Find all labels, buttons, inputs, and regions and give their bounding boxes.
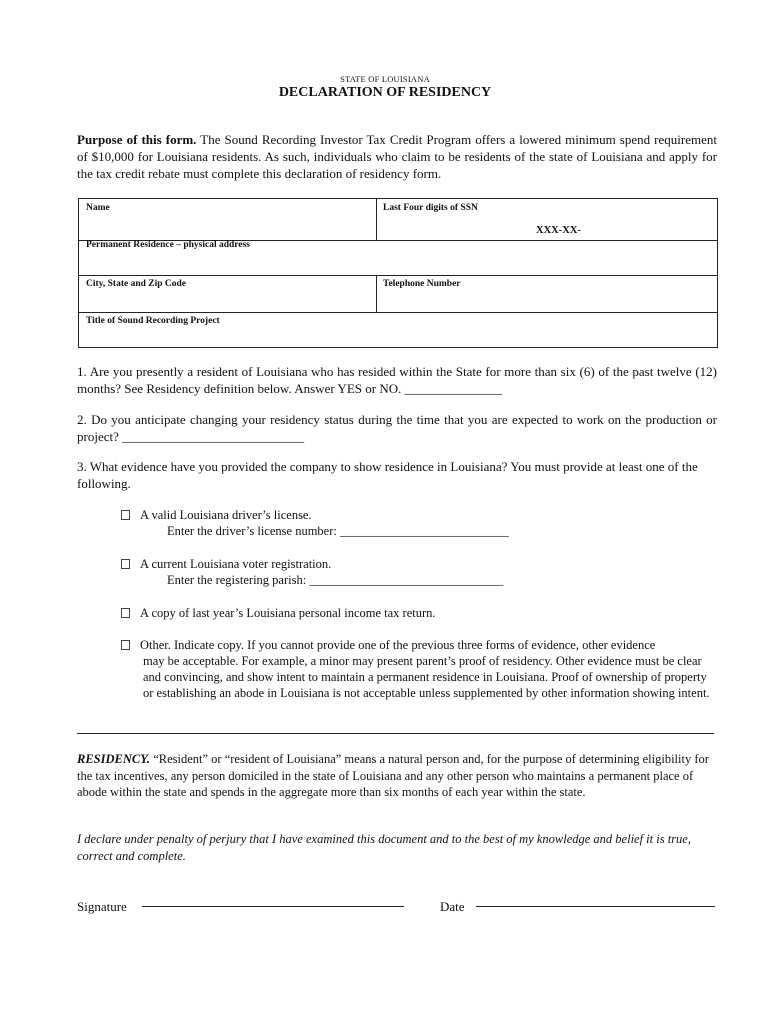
telephone-field[interactable]: [376, 275, 717, 312]
option-text: A valid Louisiana driver’s license.: [140, 508, 312, 522]
evidence-option-tax-return: [121, 605, 721, 621]
option-detail: may be acceptable. For example, a minor may present parent’s proof of residency. Other evidence must be clear and convincing, and show intent to maintain a permanent residence in Louisiana. Proof of ownership of property or establishing an abode in Louisiana is not acceptable unless supplemented by other information showing intent.: [143, 654, 710, 700]
purpose-label: Purpose of this form.: [77, 132, 197, 147]
option-subline: Enter the driver’s license number: ___________________________: [167, 524, 509, 538]
name-field[interactable]: [79, 199, 376, 240]
residency-label: RESIDENCY.: [77, 752, 151, 766]
residence-label: Permanent Residence – physical address: [86, 240, 250, 250]
phone-label: Telephone Number: [383, 279, 461, 289]
purpose-text: The Sound Recording Investor Tax Credit Program offers a lowered minimum spend requirement of $10,000 for Louisiana residents. As such, individuals who claim to be residents of the state of Louisiana and apply for the tax credit rebate must complete this declaration of residency form.: [77, 132, 717, 181]
question-1: 1. Are you presently a resident of Louisiana who has resided within the State for more than six (6) of the past twelve (12) months? See Residency definition below. Answer YES or NO. _______________: [77, 364, 717, 396]
name-label: Name: [86, 203, 110, 213]
perjury-declaration: I declare under penalty of perjury that I have examined this document and to the best of my knowledge and belief it is true, correct and complete.: [77, 832, 691, 863]
project-label: Title of Sound Recording Project: [86, 316, 220, 326]
ssn-label: Last Four digits of SSN: [383, 203, 478, 213]
signature-line[interactable]: [142, 906, 404, 907]
date-label: Date: [440, 899, 465, 914]
date-line[interactable]: [476, 906, 715, 907]
signature-label: Signature: [77, 899, 127, 914]
ssn-value: XXX-XX-: [536, 225, 581, 236]
checkbox[interactable]: [121, 640, 130, 650]
evidence-option-drivers-license: [121, 507, 721, 539]
checkbox[interactable]: [121, 608, 130, 618]
project-title-field[interactable]: [79, 312, 717, 347]
city-label: City, State and Zip Code: [86, 279, 187, 289]
ssn-field[interactable]: [376, 199, 717, 240]
residence-field[interactable]: [79, 236, 717, 275]
evidence-option-other: [121, 637, 721, 701]
residency-definition: [77, 751, 717, 801]
residency-text: “Resident” or “resident of Louisiana” means a natural person and, for the purpose of determining eligibility for the tax incentives, any person domiciled in the state of Louisiana and any other person who maintains a permanent place of abode within the state and spends in the aggregate more than six months of each year within the state.: [77, 752, 709, 799]
evidence-option-voter-registration: [121, 556, 721, 588]
checkbox[interactable]: [121, 510, 130, 520]
option-text: A current Louisiana voter registration.: [140, 557, 332, 571]
option-subline: Enter the registering parish: _______________________________: [167, 573, 504, 587]
city-state-zip-field[interactable]: [79, 275, 376, 312]
page-title: DECLARATION OF RESIDENCY: [278, 85, 492, 100]
option-text: A copy of last year’s Louisiana personal income tax return.: [140, 606, 436, 620]
applicant-info-table: [78, 198, 718, 348]
option-text: Other. Indicate copy. If you cannot provide one of the previous three forms of evidence, other evidence: [140, 638, 656, 652]
question-2: 2. Do you anticipate changing your residency status during the time that you are expected to work on the production or project? ____________________________: [77, 412, 717, 444]
checkbox[interactable]: [121, 559, 130, 569]
state-heading: STATE OF LOUISIANA: [340, 74, 430, 84]
purpose-paragraph: [77, 131, 717, 182]
question-3: 3. What evidence have you provided the company to show residence in Louisiana? You must provide at least one of the following.: [77, 459, 698, 491]
section-divider: [77, 733, 714, 734]
